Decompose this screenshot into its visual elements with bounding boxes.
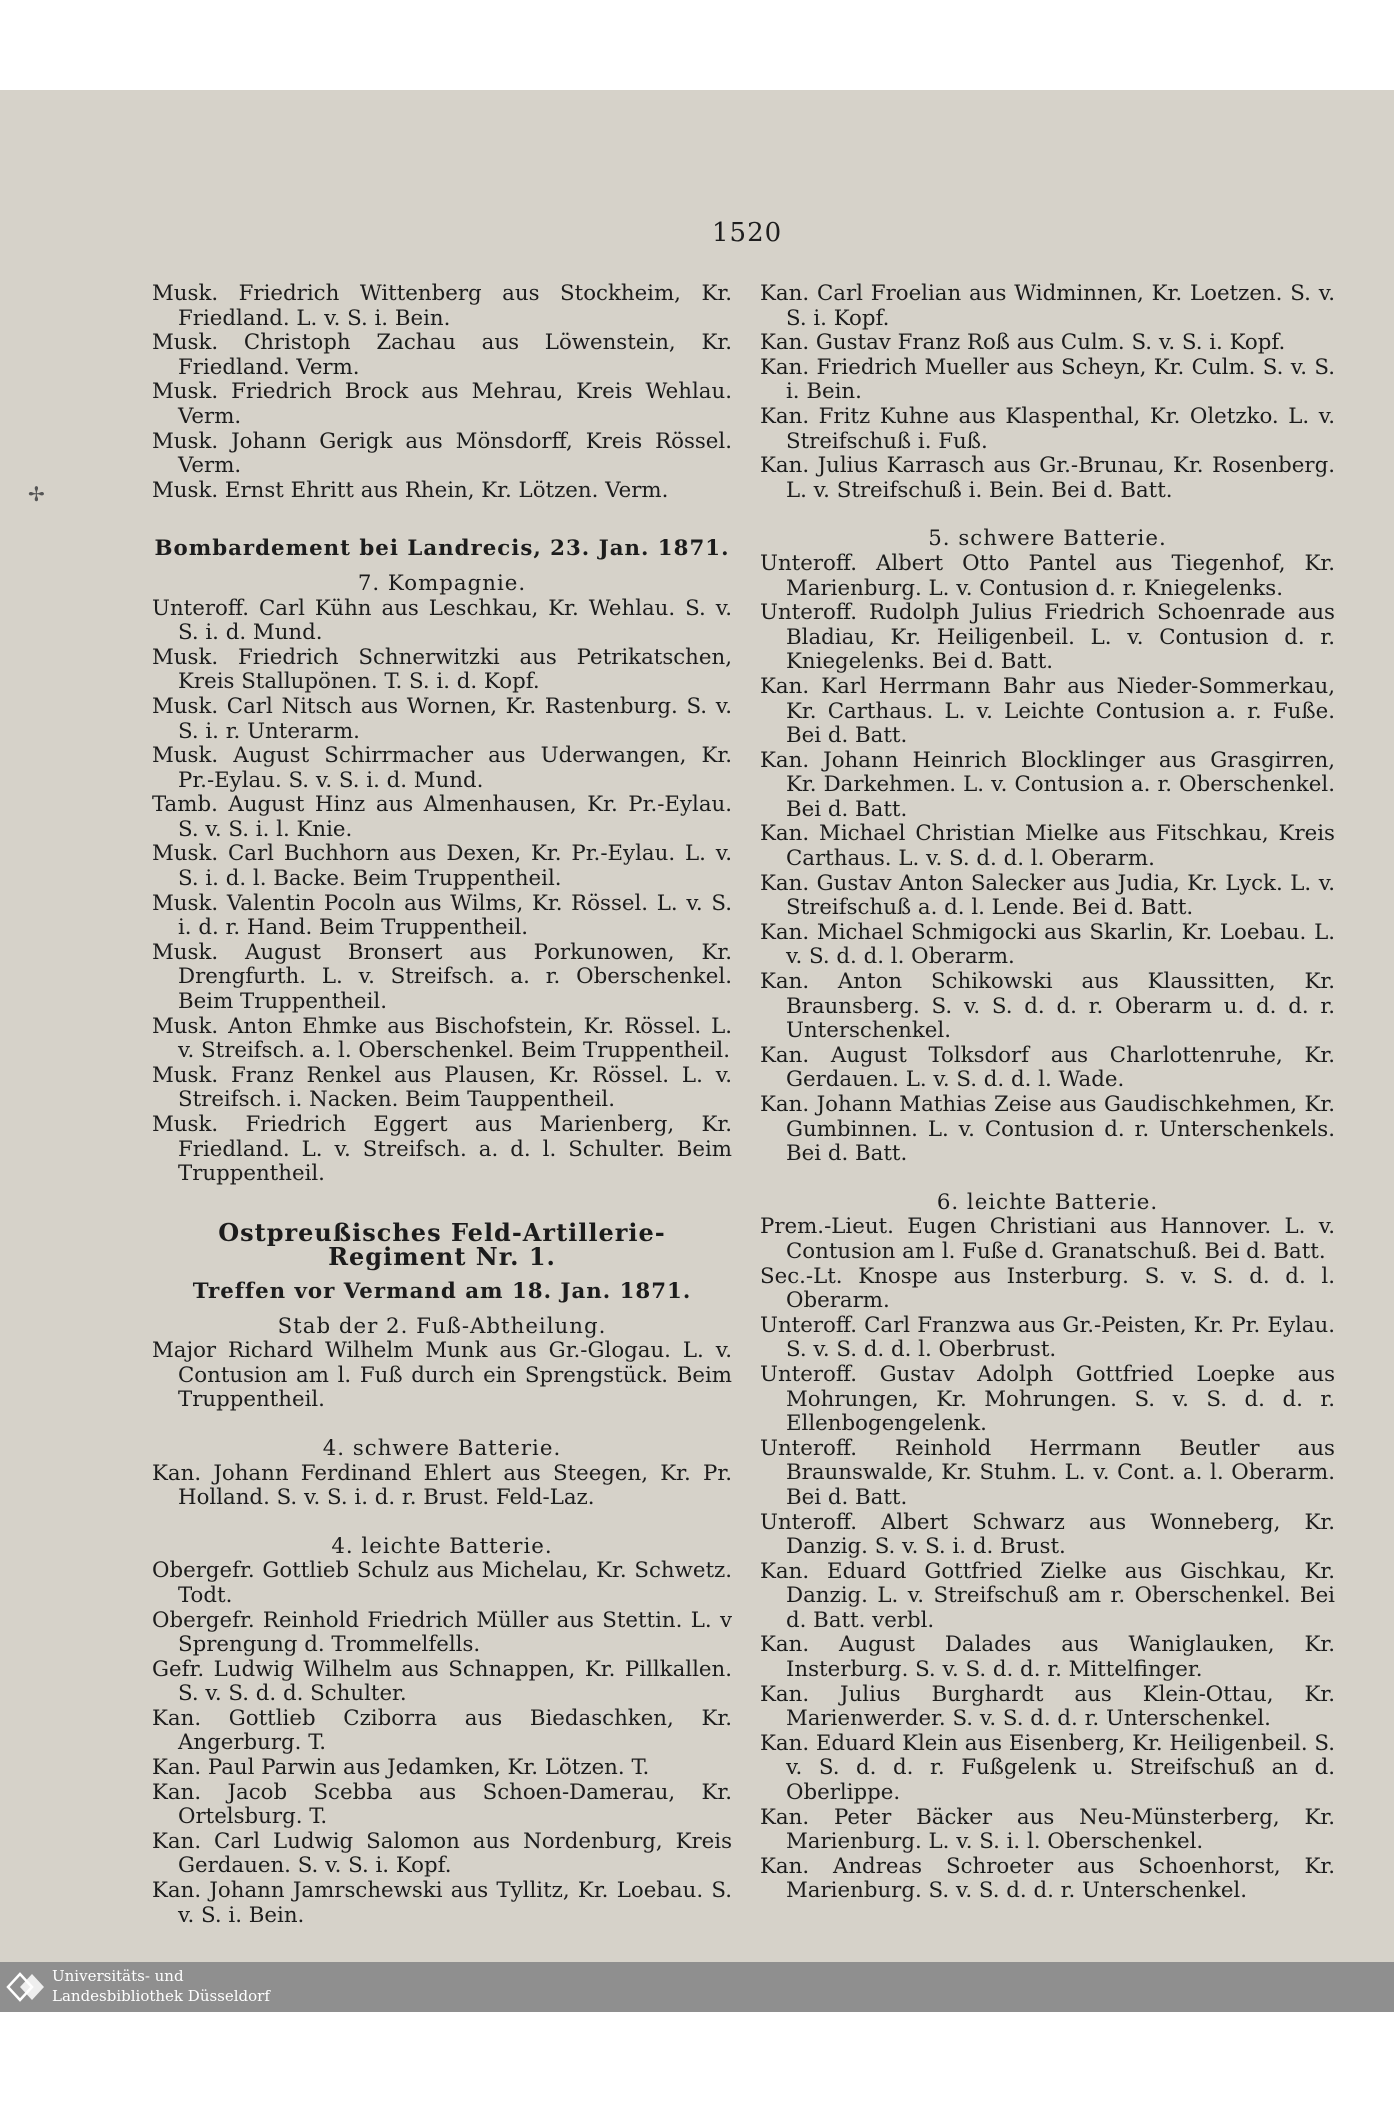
margin-mark: ✢: [28, 482, 45, 506]
spacer: [152, 503, 732, 537]
casualty-entry: Kan. Anton Schikowski aus Klaussitten, Kr. Braunsberg. S. v. S. d. d. r. Oberarm u. d. d. r. Unterschenkel.: [760, 969, 1335, 1044]
library-name-line-2: Landesbibliothek Düsseldorf: [52, 1987, 270, 2005]
casualty-entry: Kan. Julius Burghardt aus Klein-Ottau, Kr. Marienwerder. S. v. S. d. d. r. Unterschenkel.: [760, 1681, 1335, 1732]
left-column: [152, 282, 732, 1928]
spacer: [152, 1413, 732, 1437]
casualty-entry: Obergefr. Reinhold Friedrich Müller aus Stettin. L. v Sprengung d. Trommelfells.: [152, 1607, 732, 1658]
casualty-entry: Musk. Carl Buchhorn aus Dexen, Kr. Pr.-Eylau. L. v. S. i. d. l. Backe. Beim Truppentheil.: [152, 841, 732, 892]
casualty-entry: Musk. Friedrich Eggert aus Marienberg, Kr. Friedland. L. v. Streifsch. a. d. l. Schulter. Beim Truppentheil.: [152, 1112, 732, 1187]
casualty-entry: Kan. August Dalades aus Waniglauken, Kr. Insterburg. S. v. S. d. d. r. Mittelfinger.: [760, 1632, 1335, 1683]
casualty-entry: Kan. Eduard Gottfried Zielke aus Gischkau, Kr. Danzig. L. v. Streifschuß am r. Oberschenkel. Bei d. Batt. verbl.: [760, 1558, 1335, 1633]
casualty-entry: Kan. Michael Schmigocki aus Skarlin, Kr. Loebau. L. v. S. d. d. l. Oberarm.: [760, 919, 1335, 970]
casualty-entry: Kan. Paul Parwin aus Jedamken, Kr. Lötzen. T.: [152, 1755, 650, 1781]
casualty-entry: Kan. Carl Froelian aus Widminnen, Kr. Loetzen. S. v. S. i. Kopf.: [760, 281, 1335, 331]
scanned-page: [0, 90, 1394, 1962]
casualty-entry: Kan. Michael Christian Mielke aus Fitschkau, Kreis Carthaus. L. v. S. d. d. l. Oberarm.: [760, 821, 1335, 872]
casualty-entry: Musk. Franz Renkel aus Plausen, Kr. Rössel. L. v. Streifsch. i. Nacken. Beim Tauppentheil.: [152, 1062, 732, 1113]
casualty-entry: Kan. Peter Bäcker aus Neu-Münsterberg, Kr. Marienburg. L. v. S. i. l. Oberschenkel.: [760, 1804, 1335, 1855]
casualty-entry: Unteroff. Albert Otto Pantel aus Tiegenhof, Kr. Marienburg. L. v. Contusion d. r. Kniegelenks.: [760, 550, 1335, 601]
casualty-entry: Kan. Johann Heinrich Blocklinger aus Grasgirren, Kr. Darkehmen. L. v. Contusion a. r. Oberschenkel. Bei d. Batt.: [760, 747, 1335, 822]
library-name-line-1: Universitäts- und: [52, 1967, 184, 1985]
casualty-entry: Gefr. Ludwig Wilhelm aus Schnappen, Kr. Pillkallen. S. v. S. d. d. Schulter.: [152, 1656, 732, 1707]
casualty-entry: Kan. Fritz Kuhne aus Klaspenthal, Kr. Oletzko. L. v. Streifschuß i. Fuß.: [760, 403, 1335, 454]
library-logo-icon: [6, 1970, 46, 2004]
casualty-entry: Musk. August Bronsert aus Porkunowen, Kr. Drengfurth. L. v. Streifsch. a. r. Oberschenkel. Beim Truppentheil.: [152, 939, 732, 1015]
section-heading: 6. leichte Batterie.: [936, 1189, 1159, 1215]
casualty-entry: Kan. Gustav Anton Salecker aus Judia, Kr. Lyck. L. v. Streifschuß a. d. l. Lende. Bei d. Batt.: [760, 870, 1335, 921]
section-heading: Stab der 2. Fuß-Abtheilung.: [277, 1313, 607, 1339]
casualty-entry: Kan. Johann Ferdinand Ehlert aus Steegen, Kr. Pr. Holland. S. v. S. i. d. r. Brust. Feld-Laz.: [152, 1460, 732, 1511]
casualty-entry: Prem.-Lieut. Eugen Christiani aus Hannover. L. v. Contusion am l. Fuße d. Granatschuß. Bei d. Batt.: [760, 1214, 1335, 1264]
section-heading: 4. schwere Batterie.: [322, 1435, 562, 1461]
casualty-entry: Musk. Friedrich Schnerwitzki aus Petrikatschen, Kreis Stallupönen. T. S. i. d. Kopf.: [152, 644, 732, 695]
casualty-entry: Musk. August Schirrmacher aus Uderwangen, Kr. Pr.-Eylau. S. v. S. i. d. Mund.: [152, 743, 732, 793]
casualty-entry: Unteroff. Reinhold Herrmann Beutler aus Braunswalde, Kr. Stuhm. L. v. Cont. a. l. Oberarm. Bei d. Batt.: [760, 1435, 1335, 1510]
casualty-entry: Kan. Carl Ludwig Salomon aus Nordenburg, Kreis Gerdauen. S. v. S. i. Kopf.: [152, 1828, 732, 1879]
section-heading: 4. leichte Batterie.: [331, 1533, 553, 1559]
section-title: Ostpreußisches Feld-Artillerie-Regiment Nr. 1.: [218, 1217, 666, 1272]
casualty-entry: Kan. Gustav Franz Roß aus Culm. S. v. S. i. Kopf.: [760, 330, 1286, 356]
casualty-entry: Musk. Christoph Zachau aus Löwenstein, Kr. Friedland. Verm.: [152, 330, 732, 380]
casualty-entry: Kan. Andreas Schroeter aus Schoenhorst, Kr. Marienburg. S. v. S. d. d. r. Unterschenkel.: [760, 1853, 1335, 1904]
spacer: [152, 1511, 732, 1535]
casualty-entry: Musk. Friedrich Wittenberg aus Stockheim, Kr. Friedland. L. v. S. i. Bein.: [152, 281, 732, 331]
casualty-entry: Musk. Friedrich Brock aus Mehrau, Kreis Wehlau. Verm.: [152, 379, 732, 429]
right-column: [760, 282, 1335, 1904]
casualty-entry: Kan. Johann Mathias Zeise aus Gaudischkehmen, Kr. Gumbinnen. L. v. Contusion d. r. Unterschenkels. Bei d. Batt.: [760, 1092, 1335, 1167]
casualty-entry: Unteroff. Carl Franzwa aus Gr.-Peisten, Kr. Pr. Eylau. S. v. S. d. d. l. Oberbrust.: [760, 1312, 1335, 1363]
section-heading: 5. schwere Batterie.: [928, 526, 1167, 552]
casualty-entry: Musk. Johann Gerigk aus Mönsdorff, Kreis Rössel. Verm.: [152, 428, 732, 479]
casualty-entry: Major Richard Wilhelm Munk aus Gr.-Glogau. L. v. Contusion am l. Fuß durch ein Sprengstück. Beim Truppentheil.: [152, 1338, 732, 1413]
casualty-entry: Obergefr. Gottlieb Schulz aus Michelau, Kr. Schwetz. Todt.: [152, 1558, 732, 1608]
casualty-entry: Kan. Friedrich Mueller aus Scheyn, Kr. Culm. S. v. S. i. Bein.: [760, 354, 1335, 405]
casualty-entry: Unteroff. Rudolph Julius Friedrich Schoenrade aus Bladiau, Kr. Heiligenbeil. L. v. Contusion d. r. Kniegelenks. Bei d. Batt.: [760, 600, 1335, 675]
spacer: [760, 1167, 1335, 1191]
library-name: [52, 1966, 270, 2006]
spacer: [760, 503, 1335, 527]
casualty-entry: Unteroff. Carl Kühn aus Leschkau, Kr. Wehlau. S. v. S. i. d. Mund.: [152, 595, 732, 646]
spacer: [152, 1187, 732, 1221]
section-title: Treffen vor Vermand am 18. Jan. 1871.: [192, 1278, 692, 1304]
casualty-entry: Kan. Jacob Scebba aus Schoen-Damerau, Kr. Ortelsburg. T.: [152, 1779, 732, 1830]
section-heading: 7. Kompagnie.: [357, 570, 527, 596]
casualty-entry: Unteroff. Gustav Adolph Gottfried Loepke aus Mohrungen, Kr. Mohrungen. S. v. S. d. d. r. Ellenbogengelenk.: [760, 1361, 1335, 1437]
casualty-entry: Musk. Ernst Ehritt aus Rhein, Kr. Lötzen. Verm.: [152, 477, 669, 503]
casualty-entry: Unteroff. Albert Schwarz aus Wonneberg, Kr. Danzig. S. v. S. i. d. Brust.: [760, 1509, 1335, 1560]
casualty-entry: Kan. Eduard Klein aus Eisenberg, Kr. Heiligenbeil. S. v. S. d. d. r. Fußgelenk u. Streifschuß an d. Oberlippe.: [760, 1730, 1335, 1806]
casualty-entry: Tamb. August Hinz aus Almenhausen, Kr. Pr.-Eylau. S. v. S. i. l. Knie.: [152, 792, 732, 842]
section-title: Bombardement bei Landrecis, 23. Jan. 1871.: [154, 536, 730, 562]
casualty-entry: Kan. Karl Herrmann Bahr aus Nieder-Sommerkau, Kr. Carthaus. L. v. Leichte Contusion a. r. Fuße. Bei d. Batt.: [760, 673, 1335, 749]
page-number: 1520: [712, 218, 783, 248]
casualty-entry: Kan. Julius Karrasch aus Gr.-Brunau, Kr. Rosenberg. L. v. Streifschuß i. Bein. Bei d. Batt.: [760, 453, 1335, 503]
casualty-entry: Kan. Gottlieb Cziborra aus Biedaschken, Kr. Angerburg. T.: [152, 1705, 732, 1756]
casualty-entry: Musk. Valentin Pocoln aus Wilms, Kr. Rössel. L. v. S. i. d. r. Hand. Beim Truppentheil.: [152, 890, 732, 941]
casualty-entry: Musk. Anton Ehmke aus Bischofstein, Kr. Rössel. L. v. Streifsch. a. l. Oberschenkel. Beim Truppentheil.: [152, 1013, 732, 1064]
casualty-entry: Kan. Johann Jamrschewski aus Tyllitz, Kr. Loebau. S. v. S. i. Bein.: [152, 1878, 732, 1928]
casualty-entry: Sec.-Lt. Knospe aus Insterburg. S. v. S. d. d. l. Oberarm.: [760, 1263, 1335, 1314]
casualty-entry: Kan. August Tolksdorf aus Charlottenruhe, Kr. Gerdauen. L. v. S. d. d. l. Wade.: [760, 1042, 1335, 1093]
library-footer-bar: [0, 1962, 1394, 2012]
casualty-entry: Musk. Carl Nitsch aus Wornen, Kr. Rastenburg. S. v. S. i. r. Unterarm.: [152, 693, 732, 744]
